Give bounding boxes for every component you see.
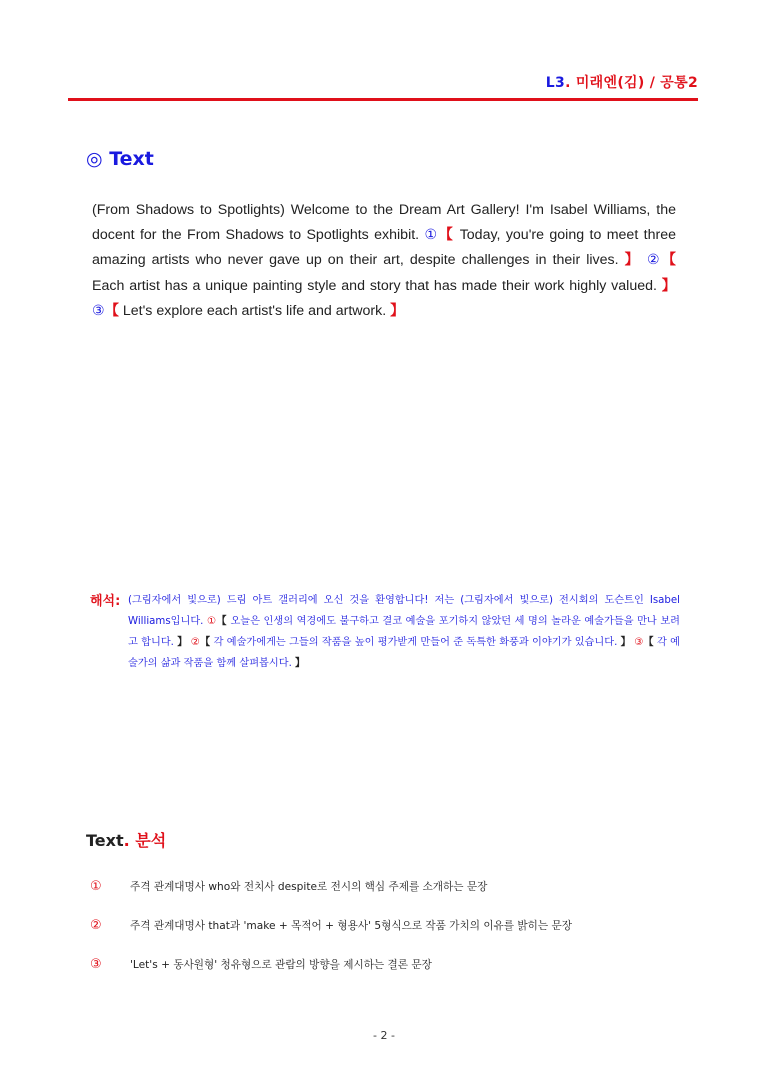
analysis-title-suffix: . 분석: [123, 831, 167, 850]
translation-bracket-open-1: 【: [216, 616, 227, 627]
analysis-number-2: ②: [90, 918, 102, 933]
passage-sentence-1: Today, you're going to meet three amazing artists who never gave up on their art, despite challenges in their lives.: [92, 227, 676, 269]
translation-number-1: ①: [206, 616, 217, 627]
lesson-header: [546, 72, 698, 92]
translation-intro: (그림자에서 빛으로) 드림 아트 갤러리에 오신 것을 환영합니다! 저는 (그림자에서 빛으로) 전시회의 도슨트인 Isabel Williams입니다.: [128, 595, 680, 627]
analysis-text-3: 'Let's + 동사원형' 청유형으로 관람의 방향을 제시하는 결론 문장: [130, 959, 432, 971]
korean-translation: [128, 590, 680, 674]
sentence-number-3: ③: [92, 302, 105, 319]
header-divider: [68, 98, 698, 101]
bracket-open-1: 【: [438, 227, 455, 244]
translation-sentence-2: 각 예술가에게는 그들의 작품을 높이 평가받게 만들어 준 독특한 화풍과 이야기가 있습니다.: [210, 637, 621, 648]
bracket-open-2: 【: [661, 252, 676, 269]
bracket-close-1: 】: [624, 252, 641, 269]
analysis-title: [86, 828, 166, 851]
translation-bracket-close-3: 】: [295, 658, 306, 669]
analysis-item-3: [90, 957, 690, 972]
translation-bracket-close-2: 】: [620, 637, 631, 648]
passage-sentence-2: Each artist has a unique painting style and story that has made their work highly valued.: [92, 277, 662, 294]
section-title: ◎ Text: [86, 148, 154, 170]
bracket-open-3: 【: [104, 302, 119, 319]
passage-sentence-3: Let's explore each artist's life and artwork.: [118, 302, 391, 319]
translation-bracket-close-1: 】: [177, 637, 188, 648]
analysis-number-1: ①: [90, 879, 102, 894]
bracket-close-3: 】: [390, 302, 405, 319]
analysis-text-1: 주격 관계대명사 who와 전치사 despite로 전시의 핵심 주제를 소개하는 문장: [130, 881, 488, 893]
bracket-close-2: 】: [661, 277, 676, 294]
passage-intro: (From Shadows to Spotlights) Welcome to the Dream Art Gallery! I'm Isabel Williams, the docent for the From Shadows to Spotlights exhibit.: [92, 202, 676, 244]
analysis-title-text: Text: [86, 831, 124, 850]
translation-sentence-3: 각 예술가의 삶과 작품을 함께 살펴봅시다.: [128, 637, 680, 669]
analysis-item-1: [90, 879, 690, 894]
lesson-source: . 미래엔(김) / 공통2: [565, 75, 698, 91]
english-passage: [92, 198, 676, 324]
translation-label: 해석:: [90, 594, 121, 609]
translation-number-2: ②: [190, 637, 200, 648]
page-number: - 2 -: [373, 1029, 395, 1042]
sentence-number-2: ②: [646, 252, 662, 269]
translation-number-3: ③: [634, 637, 644, 648]
translation-sentence-1: 오늘은 인생의 역경에도 불구하고 결코 예술을 포기하지 않았던 세 명의 놀라운 예술가들을 만나 보려고 합니다.: [128, 616, 680, 648]
analysis-number-3: ③: [90, 957, 102, 972]
translation-bracket-open-3: 【: [643, 637, 654, 648]
translation-bracket-open-2: 【: [200, 637, 211, 648]
lesson-number: L3: [545, 75, 566, 91]
analysis-text-2: 주격 관계대명사 that과 'make + 목적어 + 형용사' 5형식으로 작품 가치의 이유를 밝히는 문장: [130, 920, 572, 932]
analysis-item-2: [90, 918, 690, 933]
sentence-number-1: ①: [424, 227, 439, 244]
